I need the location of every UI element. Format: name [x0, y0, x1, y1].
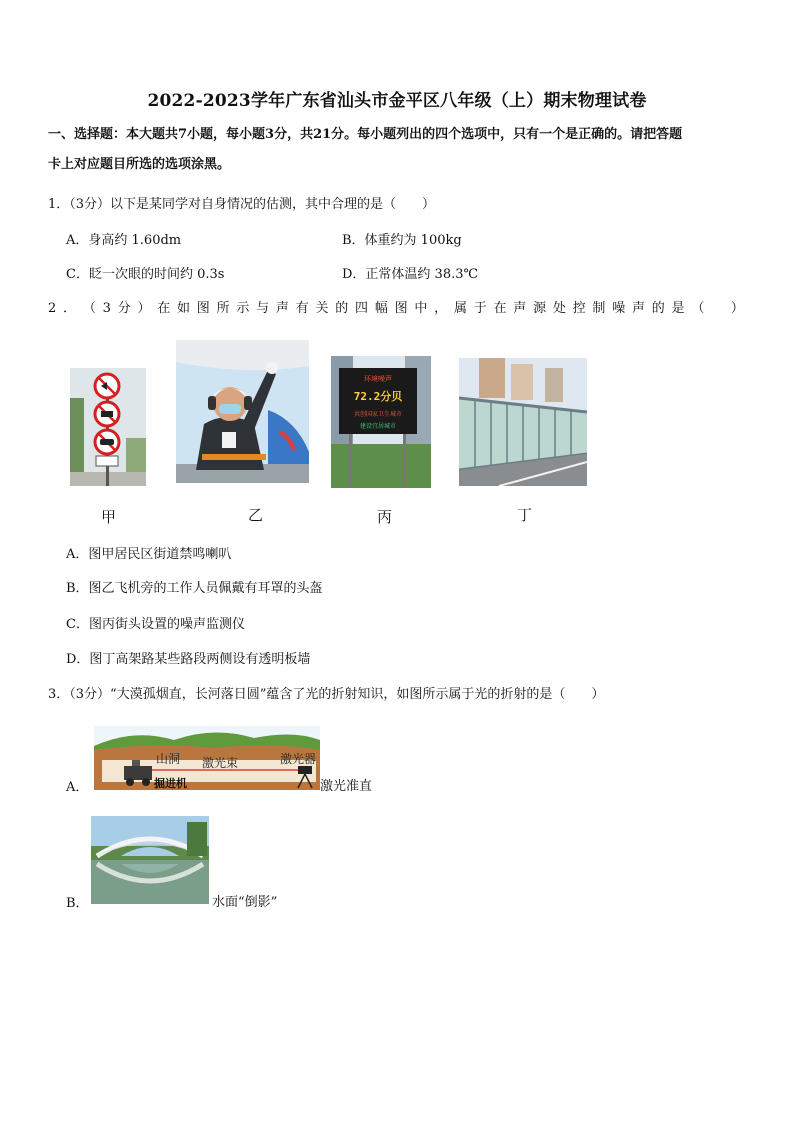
label-laser-device: 激光器: [280, 752, 317, 766]
q3-image-a: [94, 726, 320, 790]
q2-image-ding: [459, 358, 587, 486]
label-laser-beam: 激光束: [202, 756, 239, 770]
page-title: 2022-2023学年广东省汕头市金平区八年级（上）期末物理试卷: [147, 91, 647, 111]
label-boring-machine: 掘进机: [154, 777, 187, 790]
caption-yi: 乙: [248, 506, 264, 524]
q1-option-d: D．正常体温约 38.3℃: [342, 267, 479, 282]
q2-image-yi: [176, 340, 309, 483]
no-horn-sign-icon: [95, 374, 119, 466]
q1-option-c: C．眨一次眼的时间约 0.3s: [66, 267, 225, 282]
q2-option-b: B．图乙飞机旁的工作人员佩戴有耳罩的头盔: [66, 581, 323, 596]
q3-option-a-letter: A．: [66, 780, 89, 795]
section-heading-2: 卡上对应题目所选的选项涂黑。: [48, 157, 231, 172]
caption-ding: 丁: [517, 506, 533, 524]
noise-monitor-display: 环境噪声 72.2分贝 共创国家卫生城市 建设宜居城市: [353, 375, 403, 430]
q3-image-b: [91, 816, 209, 904]
q2-option-a: A．图甲居民区街道禁鸣喇叭: [66, 547, 232, 562]
q3-option-a-caption: 激光准直: [320, 779, 373, 794]
label-cave: 山洞: [156, 752, 181, 766]
q3-option-b-caption: 水面“倒影”: [212, 895, 278, 910]
q2-stem: 2 ． （ 3 分 ） 在 如 图 所 示 与 声 有 关 的 四 幅 图 中 ， 属 于 在 声 源 处 控 制 噪 声 的 是 （ ）: [48, 301, 744, 316]
section-heading-1: 一、选择题：本大题共7小题，每小题3分，共21分。每小题列出的四个选项中，只有一个是正确的。请把答题: [48, 127, 683, 142]
caption-jia: 甲: [101, 508, 117, 526]
q2-option-c: C．图丙街头设置的噪声监测仪: [66, 617, 245, 632]
q1-option-b: B．体重约为 100kg: [342, 233, 462, 248]
q3-stem: 3．（3分）“大漠孤烟直，长河落日圆”蕴含了光的折射知识，如图所示属于光的折射的是（ ）: [48, 687, 605, 702]
q1-option-a: A．身高约 1.60dm: [66, 233, 182, 248]
q2-image-jia: [70, 368, 146, 486]
earmuff-icon: [208, 396, 216, 410]
caption-bing: 丙: [377, 508, 393, 526]
q2-option-d: D．图丁高架路某些路段两侧设有透明板墙: [66, 652, 311, 667]
q1-stem: 1．（3分）以下是某同学对自身情况的估测，其中合理的是（ ）: [48, 197, 436, 212]
q2-image-bing: [331, 356, 431, 488]
q3-option-b-letter: B．: [66, 896, 89, 911]
